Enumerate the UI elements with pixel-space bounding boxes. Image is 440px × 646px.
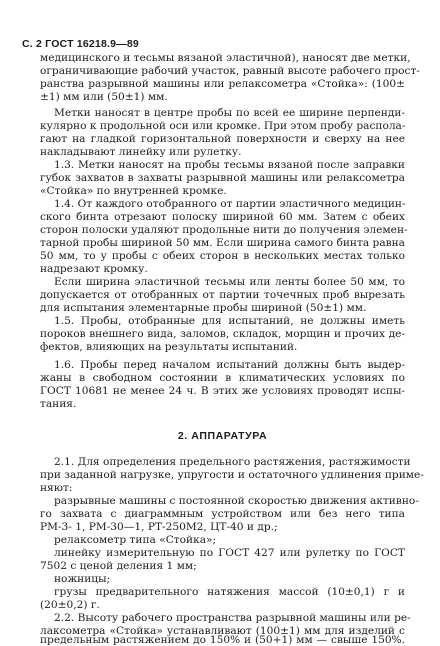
text-line: надрезают кромку. [40,263,148,275]
text-line: ±1) мм или (50±1) мм. [40,91,168,103]
section-heading: 2. АППАРАТУРА [177,430,268,442]
text-line: сторон полоски удаляют продольные нити до получения элемен- [40,224,408,236]
text-line: губок захватов в захваты разрывной машины или релаксометра [40,172,405,184]
text-line: 1.6. Пробы перед началом испытаний должны быть выдер- [54,359,405,371]
text-line: для испытания элементарные пробы шириной (50±1) мм. [40,302,367,314]
text-line: допускается от отобранных от партии точечных проб вырезать [40,289,405,301]
text-line: РМ-3- 1, РМ-30—1, РТ-250М2, ЦТ-40 и др.; [40,521,278,533]
text-line: 7502 с ценой деления 1 мм; [40,560,197,572]
text-line: ножницы; [54,573,111,585]
text-line: 2.1. Для определения предельного растяжения, растяжимости [54,456,411,468]
text-line: предельным растяжением до 150% и (50+1) мм — свыше 150%. [40,634,405,646]
text-line: релаксометр типа «Стойка»; [54,534,217,546]
text-line: жаны в свободном состоянии в климатических условиях по [40,372,405,384]
text-line: тарной пробы шириной 50 мм. Если ширина самого бинта равна [40,237,405,249]
text-line: го захвата с диаграммным устройством или без него типа [40,508,405,520]
text-line: ГОСТ 10681 не менее 24 ч. В этих же условиях проводят испы- [40,385,405,397]
page-header: С. 2 ГОСТ 16218.9—89 [22,38,139,50]
text-line: тания. [40,398,77,410]
text-line: ограничивающие рабочий участок, равный высоте рабочего прост- [40,65,420,77]
text-line: ранства разрывной машины или релаксометра «Стойка»: (100± [40,78,405,90]
text-line: разрывные машины с постоянной скоростью движения активно- [54,495,419,507]
text-line: фектов, влияющих на результаты испытаний. [40,341,298,353]
text-line: ского бинта отрезают полоску шириной 60 мм. Затем с обеих [40,211,405,223]
text-line: линейку измерительную по ГОСТ 427 или рулетку по ГОСТ [54,547,405,559]
text-line: (20±0,2) г. [40,599,100,611]
text-line: грузы предварительного натяжения массой (10±0,1) г и [54,586,405,598]
text-line: лаксометра «Стойка» устанавливают (100±1) мм для изделий с [40,625,405,637]
text-line: «Стойка» по внутренней кромке. [40,185,227,197]
text-line: накладывают линейку или рулетку. [40,146,242,158]
text-line: 50 мм, то у пробы с обеих сторон в нескольких местах только [40,250,405,262]
text-line: 1.5. Пробы, отобранные для испытаний, не должны иметь [54,315,405,327]
text-line: Метки наносят в центре пробы по всей ее ширине перпенди- [54,107,405,119]
text-line: 2.2. Высоту рабочего пространства разрывной машины или ре- [54,612,411,624]
text-line: кулярно к продольной оси или кромке. При этом пробу распола- [40,120,406,132]
text-line: няют: [40,482,73,494]
text-line: медицинского и тесьмы вязаной эластичной), наносят две метки, [40,52,411,64]
text-line: Если ширина эластичной тесьмы или ленты более 50 мм, то [54,276,405,288]
text-line: пороков внешнего вида, заломов, складок, морщин и прочих де- [40,328,405,340]
text-line: при заданной нагрузке, упругости и остаточного удлинения приме- [40,469,424,481]
text-line: 1.3. Метки наносят на пробы тесьмы вязаной после заправки [54,159,405,171]
text-line: гают на гладкой горизонтальной поверхности и сверху на нее [40,133,405,145]
text-line: 1.4. От каждого отобранного от партии эластичного медицин- [54,198,406,210]
